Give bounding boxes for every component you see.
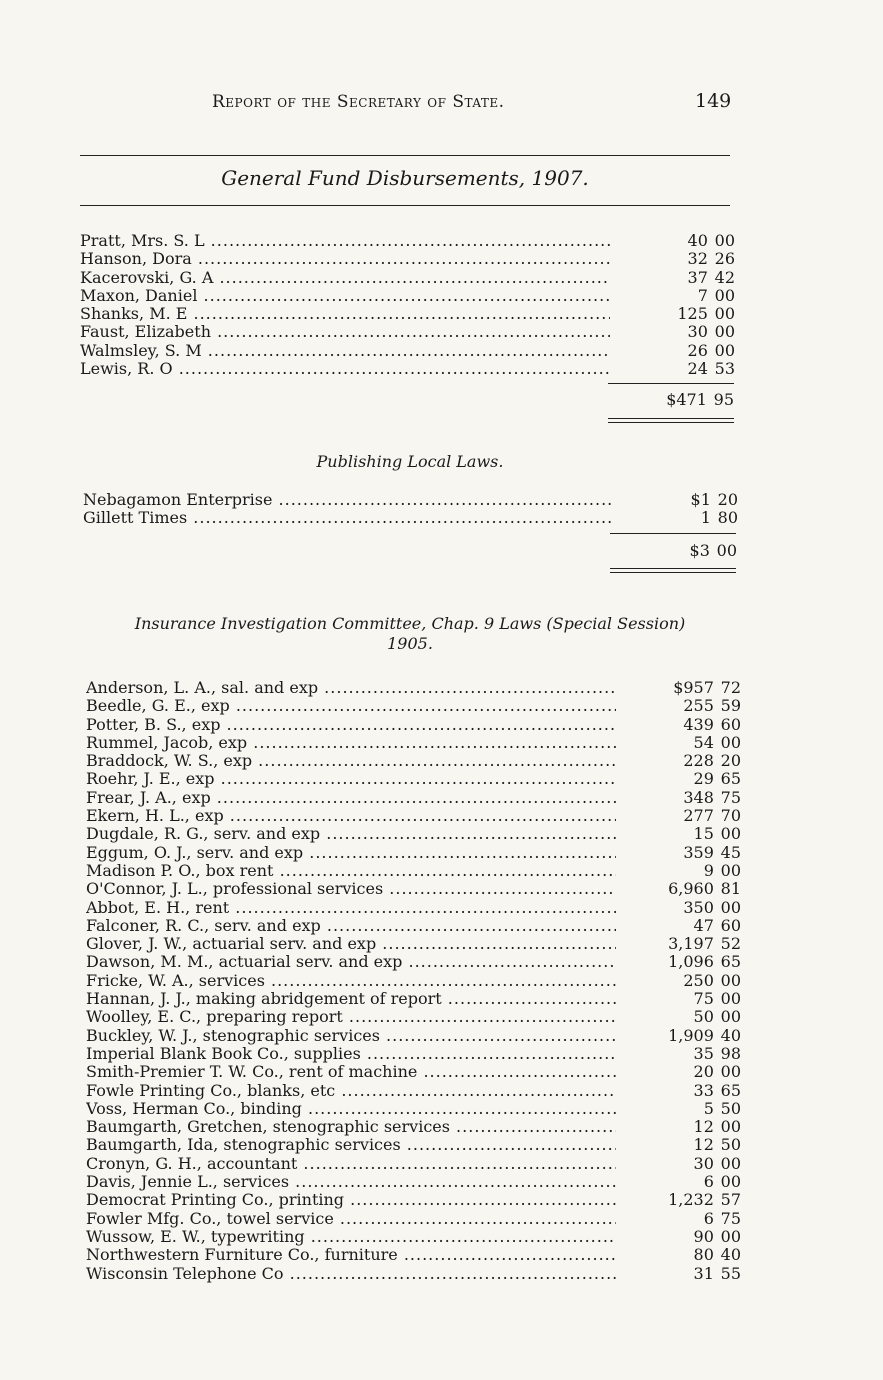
amount-cents: 00: [714, 231, 735, 250]
local-laws-total: [627, 541, 737, 560]
amount-dollars: 31: [693, 1263, 714, 1283]
amount-cents: 65: [720, 952, 741, 972]
amount: [631, 825, 741, 843]
payee-name: Woolley, E. C., preparing report .....: [86, 1008, 616, 1026]
amount-cents: 98: [720, 1043, 741, 1063]
list-item: [86, 1045, 741, 1063]
title-rule: [80, 205, 730, 206]
payee-name: Eggum, O. J., serv. and exp .....: [86, 844, 616, 862]
payee-name: Dugdale, R. G., serv. and exp .....: [86, 825, 616, 843]
list-item: [83, 509, 738, 527]
list-item: [86, 917, 741, 935]
payee-name: Potter, B. S., exp .....: [86, 716, 616, 734]
amount-dollars: 6: [703, 1172, 714, 1192]
amount-cents: 52: [720, 934, 741, 954]
list-item: [80, 232, 735, 250]
list-item: [83, 491, 738, 509]
list-item: [80, 287, 735, 305]
list-item: [86, 1155, 741, 1173]
payee-name: Maxon, Daniel .....: [80, 287, 610, 305]
amount-dollars: $1: [690, 490, 711, 509]
amount-cents: 72: [720, 678, 741, 697]
payee-name: Baumgarth, Ida, stenographic services .....: [86, 1136, 616, 1154]
payee-name: Braddock, W. S., exp .....: [86, 752, 616, 770]
amount-cents: 50: [720, 1135, 741, 1155]
payee-name: Beedle, G. E., exp .....: [86, 697, 616, 715]
payee-name: Democrat Printing Co., printing .....: [86, 1191, 616, 1209]
amount-cents: 00: [720, 824, 741, 844]
section-title-general-fund: General Fund Disbursements, 1907.: [221, 166, 589, 190]
payee-name: Faust, Elizabeth .....: [80, 323, 610, 341]
amount-cents: 65: [720, 1080, 741, 1100]
amount-dollars: 26: [687, 340, 708, 360]
amount-cents: 00: [720, 860, 741, 880]
amount: [631, 862, 741, 880]
list-item: [80, 305, 735, 323]
amount: [631, 1265, 741, 1283]
payee-name: Fowle Printing Co., blanks, etc .....: [86, 1082, 616, 1100]
amount-cents: 65: [720, 769, 741, 789]
sum-rule: [608, 383, 734, 384]
amount-cents: 42: [714, 267, 735, 287]
list-item: [80, 250, 735, 268]
local-laws-list: [83, 491, 738, 528]
payee-name: Abbot, E. H., rent .....: [86, 899, 616, 917]
amount: [631, 1063, 741, 1081]
amount-dollars: 33: [693, 1080, 714, 1100]
amount: [625, 360, 735, 378]
amount-dollars: 35: [693, 1043, 714, 1063]
amount-dollars: 5: [703, 1098, 714, 1118]
list-item: [80, 323, 735, 341]
amount-cents: 59: [720, 696, 741, 716]
amount: [631, 1246, 741, 1264]
amount-cents: 40: [720, 1245, 741, 1265]
payee-name: Anderson, L. A., sal. and exp .....: [86, 679, 616, 697]
amount-cents: 20: [717, 490, 738, 509]
amount-cents: 00: [720, 1007, 741, 1027]
list-item: [86, 679, 741, 697]
amount-dollars: 24: [687, 359, 708, 379]
list-item: [86, 825, 741, 843]
amount-dollars: 228: [683, 751, 714, 771]
amount-dollars: 350: [683, 897, 714, 917]
payee-name: Kacerovski, G. A .....: [80, 269, 610, 287]
list-item: [86, 789, 741, 807]
amount-cents: 00: [720, 897, 741, 917]
amount: [628, 491, 738, 509]
amount: [631, 1027, 741, 1045]
payee-name: Davis, Jennie L., services .....: [86, 1173, 616, 1191]
amount-dollars: 348: [683, 787, 714, 807]
double-rule-top: [608, 418, 734, 419]
list-item: [86, 1027, 741, 1045]
sum-rule: [610, 533, 736, 534]
payee-name: Lewis, R. O .....: [80, 360, 610, 378]
list-item: [86, 1246, 741, 1264]
amount: [631, 1228, 741, 1246]
amount-dollars: 1,096: [668, 952, 714, 972]
amount-dollars: 50: [693, 1007, 714, 1027]
amount-dollars: 12: [693, 1135, 714, 1155]
amount-dollars: 47: [693, 915, 714, 935]
amount-cents: 00: [720, 1153, 741, 1173]
section-title-insurance: [85, 614, 735, 654]
list-item: [86, 770, 741, 788]
list-item: [86, 1063, 741, 1081]
amount: [631, 1008, 741, 1026]
amount: [631, 972, 741, 990]
amount: [625, 323, 735, 341]
amount-dollars: 255: [683, 696, 714, 716]
total-cents: 00: [716, 541, 737, 560]
general-fund-total: [624, 390, 734, 409]
amount-dollars: 15: [693, 824, 714, 844]
amount-cents: 60: [720, 714, 741, 734]
amount-dollars: 6: [703, 1208, 714, 1228]
amount-cents: 00: [720, 1226, 741, 1246]
amount-cents: 00: [720, 989, 741, 1009]
payee-name: Wussow, E. W., typewriting .....: [86, 1228, 616, 1246]
payee-name: Buckley, W. J., stenographic services .....: [86, 1027, 616, 1045]
list-item: [86, 953, 741, 971]
amount: [628, 509, 738, 527]
amount: [631, 990, 741, 1008]
amount: [631, 1100, 741, 1118]
section-title-local-laws: Publishing Local Laws.: [316, 452, 504, 471]
amount-cents: 60: [720, 915, 741, 935]
double-rule-bottom: [610, 572, 736, 573]
payee-name: Nebagamon Enterprise .....: [83, 491, 613, 509]
list-item: [86, 1173, 741, 1191]
amount: [625, 269, 735, 287]
payee-name: Voss, Herman Co., binding .....: [86, 1100, 616, 1118]
list-item: [86, 807, 741, 825]
amount-cents: 00: [720, 970, 741, 990]
list-item: [86, 1008, 741, 1026]
total-dollars: $471: [666, 390, 707, 409]
amount-dollars: 250: [683, 970, 714, 990]
list-item: [86, 880, 741, 898]
amount-dollars: 32: [687, 249, 708, 269]
amount-cents: 00: [720, 1117, 741, 1137]
running-head: Report of the Secretary of State.: [212, 92, 505, 112]
list-item: [80, 269, 735, 287]
amount-dollars: 1: [700, 508, 711, 528]
amount: [631, 1210, 741, 1228]
amount: [631, 953, 741, 971]
payee-name: Imperial Blank Book Co., supplies .....: [86, 1045, 616, 1063]
amount-dollars: 277: [683, 806, 714, 826]
list-item: [86, 1265, 741, 1283]
list-item: [86, 844, 741, 862]
amount: [631, 1191, 741, 1209]
insurance-title: Insurance Investigation Committee, Chap. 9 Laws (Special Session): [134, 614, 686, 633]
amount-dollars: 54: [693, 732, 714, 752]
payee-name: Hannan, J. J., making abridgement of report .....: [86, 990, 616, 1008]
payee-name: Fricke, W. A., services .....: [86, 972, 616, 990]
amount: [625, 287, 735, 305]
amount: [631, 770, 741, 788]
amount-dollars: 29: [693, 769, 714, 789]
amount-cents: 55: [720, 1263, 741, 1283]
amount-cents: 26: [714, 249, 735, 269]
payee-name: Ekern, H. L., exp .....: [86, 807, 616, 825]
double-rule-top: [610, 568, 736, 569]
amount-cents: 00: [714, 322, 735, 342]
payee-name: Smith-Premier T. W. Co., rent of machine .....: [86, 1063, 616, 1081]
amount-dollars: 1,232: [668, 1190, 714, 1210]
amount-dollars: 9: [703, 860, 714, 880]
amount-cents: 80: [717, 508, 738, 528]
list-item: [86, 697, 741, 715]
amount: [631, 697, 741, 715]
total-cents: 95: [713, 390, 734, 409]
list-item: [80, 342, 735, 360]
insurance-list: [86, 679, 741, 1283]
amount: [631, 1045, 741, 1063]
amount-cents: 70: [720, 806, 741, 826]
list-item: [86, 1082, 741, 1100]
amount: [631, 899, 741, 917]
amount-dollars: 12: [693, 1117, 714, 1137]
list-item: [86, 716, 741, 734]
amount: [631, 807, 741, 825]
amount-dollars: 30: [687, 322, 708, 342]
amount-dollars: 125: [677, 304, 708, 324]
amount: [631, 1118, 741, 1136]
amount: [631, 716, 741, 734]
list-item: [86, 935, 741, 953]
amount-cents: 20: [720, 751, 741, 771]
list-item: [86, 1210, 741, 1228]
amount: [631, 917, 741, 935]
page-number: 149: [695, 90, 732, 112]
list-item: [86, 899, 741, 917]
amount-cents: 00: [720, 732, 741, 752]
payee-name: Glover, J. W., actuarial serv. and exp .....: [86, 935, 616, 953]
list-item: [86, 1100, 741, 1118]
list-item: [86, 1118, 741, 1136]
amount-dollars: 439: [683, 714, 714, 734]
amount: [631, 1082, 741, 1100]
amount-cents: 75: [720, 787, 741, 807]
amount-dollars: 1,909: [668, 1025, 714, 1045]
list-item: [86, 1228, 741, 1246]
payee-name: Wisconsin Telephone Co .....: [86, 1265, 616, 1283]
amount-cents: 00: [720, 1062, 741, 1082]
amount-dollars: 37: [687, 267, 708, 287]
amount: [631, 679, 741, 697]
payee-name: Hanson, Dora .....: [80, 250, 610, 268]
amount: [631, 935, 741, 953]
list-item: [86, 862, 741, 880]
payee-name: Madison P. O., box rent .....: [86, 862, 616, 880]
amount-dollars: $957: [673, 678, 714, 697]
payee-name: Rummel, Jacob, exp .....: [86, 734, 616, 752]
amount-dollars: 3,197: [668, 934, 714, 954]
amount-dollars: 75: [693, 989, 714, 1009]
amount-cents: 75: [720, 1208, 741, 1228]
amount-dollars: 30: [693, 1153, 714, 1173]
top-rule: [80, 155, 730, 156]
list-item: [86, 1191, 741, 1209]
amount-dollars: 6,960: [668, 879, 714, 899]
amount-cents: 45: [720, 842, 741, 862]
list-item: [86, 734, 741, 752]
amount: [631, 752, 741, 770]
amount-cents: 50: [720, 1098, 741, 1118]
payee-name: Roehr, J. E., exp .....: [86, 770, 616, 788]
amount: [631, 1173, 741, 1191]
list-item: [86, 972, 741, 990]
amount-dollars: 40: [687, 231, 708, 250]
payee-name: Baumgarth, Gretchen, stenographic services .....: [86, 1118, 616, 1136]
payee-name: Falconer, R. C., serv. and exp .....: [86, 917, 616, 935]
amount: [631, 734, 741, 752]
payee-name: Gillett Times .....: [83, 509, 613, 527]
payee-name: Walmsley, S. M .....: [80, 342, 610, 360]
amount-cents: 00: [714, 340, 735, 360]
payee-name: Northwestern Furniture Co., furniture .....: [86, 1246, 616, 1264]
general-fund-list: [80, 232, 735, 378]
payee-name: O'Connor, J. L., professional services .....: [86, 880, 616, 898]
amount: [631, 844, 741, 862]
payee-name: Cronyn, G. H., accountant .....: [86, 1155, 616, 1173]
amount: [631, 789, 741, 807]
list-item: [86, 752, 741, 770]
insurance-year: 1905.: [387, 634, 433, 653]
amount-cents: 81: [720, 879, 741, 899]
amount: [625, 305, 735, 323]
amount: [631, 1155, 741, 1173]
list-item: [86, 990, 741, 1008]
payee-name: Fowler Mfg. Co., towel service .....: [86, 1210, 616, 1228]
double-rule-bottom: [608, 422, 734, 423]
payee-name: Pratt, Mrs. S. L .....: [80, 232, 610, 250]
amount: [631, 1136, 741, 1154]
amount: [625, 250, 735, 268]
amount-dollars: 80: [693, 1245, 714, 1265]
payee-name: Dawson, M. M., actuarial serv. and exp .....: [86, 953, 616, 971]
payee-name: Shanks, M. E .....: [80, 305, 610, 323]
amount: [625, 342, 735, 360]
amount-dollars: 20: [693, 1062, 714, 1082]
payee-name: Frear, J. A., exp .....: [86, 789, 616, 807]
list-item: [80, 360, 735, 378]
amount-cents: 00: [714, 304, 735, 324]
amount-cents: 53: [714, 359, 735, 379]
amount-dollars: 359: [683, 842, 714, 862]
total-dollars: $3: [689, 541, 710, 560]
amount-cents: 00: [714, 285, 735, 305]
amount-cents: 57: [720, 1190, 741, 1210]
amount: [631, 880, 741, 898]
amount-cents: 40: [720, 1025, 741, 1045]
amount-cents: 00: [720, 1172, 741, 1192]
list-item: [86, 1136, 741, 1154]
amount-dollars: 7: [697, 285, 708, 305]
amount-dollars: 90: [693, 1226, 714, 1246]
amount: [625, 232, 735, 250]
